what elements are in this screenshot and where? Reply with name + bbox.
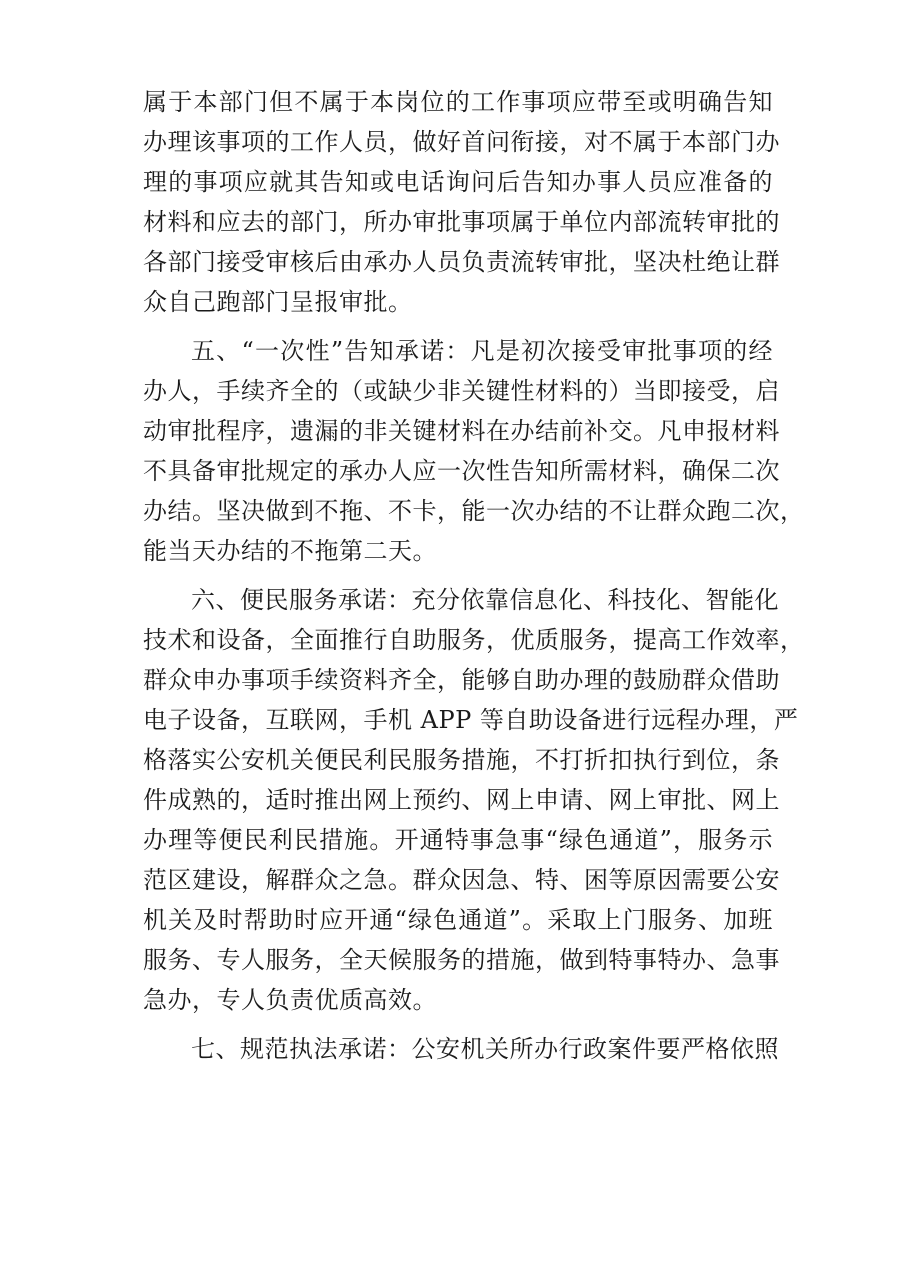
text-line: 办理等便民利民措施。开通特事急事“绿色通道”，服务示 [143, 826, 773, 854]
text-line: 技术和设备，全面推行自助服务，优质服务，提高工作效率， [143, 626, 805, 654]
text-line: 电子设备，互联网，手机 APP 等自助设备进行远程办理，严 [143, 706, 799, 734]
text-line: 材料和应去的部门，所办审批事项属于单位内部流转审批的 [143, 208, 780, 236]
paragraph-law-enforcement [143, 1029, 779, 1069]
text-line: 众自己跑部门呈报审批。 [143, 288, 413, 316]
text-line: 理的事项应就其告知或电话询问后告知办事人员应准备的 [143, 168, 773, 196]
text-line: 六、便民服务承诺：充分依靠信息化、科技化、智能化 [191, 586, 779, 614]
text-line: 属于本部门但不属于本岗位的工作事项应带至或明确告知 [143, 88, 773, 116]
text-line: 能当天办结的不拖第二天。 [143, 537, 437, 565]
text-line: 办人，手续齐全的（或缺少非关键性材料的）当即接受，启 [143, 377, 780, 405]
text-line: 五、“一次性”告知承诺：凡是初次接受审批事项的经 [191, 337, 773, 365]
text-line: 范区建设，解群众之急。群众因急、特、困等原因需要公安 [143, 866, 780, 894]
text-line: 不具备审批规定的承办人应一次性告知所需材料，确保二次 [143, 457, 780, 485]
paragraph-one-time-notice [143, 331, 805, 571]
text-line: 格落实公安机关便民利民服务措施，不打折扣执行到位，条 [143, 746, 780, 774]
text-line: 办结。坚决做到不拖、不卡，能一次办结的不让群众跑二次， [143, 497, 805, 525]
text-line: 七、规范执法承诺：公安机关所办行政案件要严格依照 [191, 1035, 779, 1063]
paragraph-convenience-service [143, 580, 805, 1020]
paragraph-continued [143, 82, 780, 322]
text-line: 件成熟的，适时推出网上预约、网上申请、网上审批、网上 [143, 786, 780, 814]
text-line: 群众申办事项手续资料齐全，能够自助办理的鼓励群众借助 [143, 666, 780, 694]
document-body [143, 82, 805, 1069]
text-line: 动审批程序，遗漏的非关键材料在办结前补交。凡申报材料 [143, 417, 780, 445]
text-line: 办理该事项的工作人员，做好首问衔接，对不属于本部门办 [143, 128, 780, 156]
text-line: 机关及时帮助时应开通“绿色通道”。采取上门服务、加班 [143, 906, 773, 934]
text-line: 各部门接受审核后由承办人员负责流转审批，坚决杜绝让群 [143, 248, 780, 276]
text-line: 服务、专人服务，全天候服务的措施，做到特事特办、急事 [143, 946, 780, 974]
text-line: 急办，专人负责优质高效。 [143, 986, 437, 1014]
